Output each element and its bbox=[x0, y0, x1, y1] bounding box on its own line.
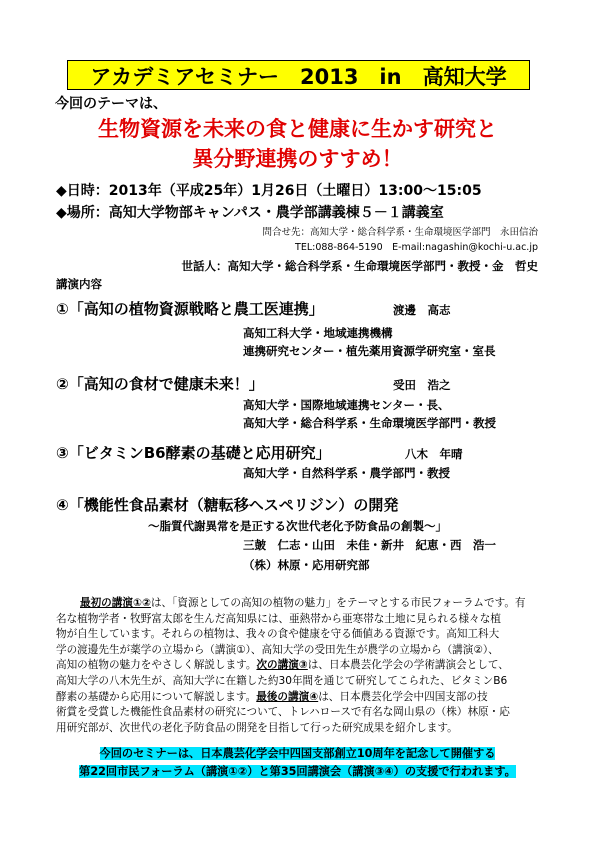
para-line-1: 最初の講演①②は、「資源としての高知の植物の魅力」をテーマとする市民フォーラムです。有 bbox=[80, 597, 526, 609]
para-line-9: 用研究部が、次世代の老化予防食品の開発を目指して行った研究成果を紹介します。 bbox=[56, 721, 458, 734]
lecture-1-affil-1: 高知工科大学・地域連携機構 bbox=[243, 326, 393, 340]
footer-line-1: 今回のセミナーは、日本農芸化学会中四国支部創立10周年を記念して開催する bbox=[99, 747, 496, 760]
date-line: ◆日時：2013年（平成25年）1月26日（土曜日）13:00〜15:05 bbox=[56, 183, 482, 199]
para-line-7: 酵素の基礎から応用について解説します。最後の講演④は、日本農芸化学会中四国支部の技 bbox=[56, 690, 488, 703]
theme-line-1: 生物資源を未来の食と健康に生かす研究と bbox=[98, 117, 497, 141]
para-line-8: 術賞を受賞した機能性食品素材の研究について、トレハロースで有名な岡山県の（株）林原・応 bbox=[56, 706, 510, 719]
para-line-4: 学の渡邊先生が薬学の立場から（講演①）、高知大学の受田先生が農学の立場から（講演②）、 bbox=[56, 643, 499, 656]
lecture-3-affil-1: 高知大学・自然科学系・農学部門・教授 bbox=[243, 466, 450, 480]
program-label: 講演内容 bbox=[56, 277, 102, 291]
lecture-4-speaker: 三皷 仁志・山田 未佳・新井 紀恵・西 浩一 bbox=[243, 538, 496, 552]
para-line-6: 高知大学の八木先生が、高知大学に在籍した約30年間を通じて研究してこられた、ビタミンB6 bbox=[56, 674, 508, 687]
lecture-3-speaker: 八木 年晴 bbox=[405, 447, 463, 461]
organizer-line: 世話人：高知大学・総合科学系・生命環境医学部門・教授・金 哲史 bbox=[181, 259, 538, 273]
contact-line-2: TEL:088-864-5190 E-mail:nagashin@kochi-u.ac.jp bbox=[295, 242, 538, 253]
para-line-2: 名な植物学者・牧野富太郎を生んだ高知県には、亜熱帯から亜寒帯な土地に見られる様々な植 bbox=[56, 612, 501, 625]
lecture-4-subtitle: 〜脂質代謝異常を是正する次世代老化予防食品の創製〜」 bbox=[148, 519, 447, 533]
theme-line-2: 異分野連携のすすめ！ bbox=[192, 147, 403, 171]
paragraph bbox=[56, 596, 526, 736]
contact-line-1: 問合せ先：高知大学・総合科学系・生命環境医学部門 永田信治 bbox=[262, 227, 538, 238]
para-line-3: 物が自生しています。それらの植物は、我々の食や健康を守る価値ある資源です。高知工科大 bbox=[56, 628, 500, 641]
para-line-5: 高知の植物の魅力をやさしく解説します。次の講演③は、日本農芸化学会の学術講演会として、 bbox=[56, 659, 509, 672]
lecture-2-speaker: 受田 浩之 bbox=[393, 378, 451, 392]
lecture-2-title: ②「高知の食材で健康未来！」 bbox=[56, 375, 264, 393]
footer-line-2: 第22回市民フォーラム（講演①②）と第35回講演会（講演③④）の支援で行われます。 bbox=[79, 765, 516, 778]
theme-label: 今回のテーマは、 bbox=[55, 96, 167, 112]
seminar-title: アカデミアセミナー 2013 in 高知大学 bbox=[90, 65, 507, 89]
lecture-1-title: ①「高知の植物資源戦略と農工医連携」 bbox=[56, 300, 324, 318]
lecture-1-speaker: 渡邊 高志 bbox=[393, 303, 451, 317]
lecture-2-affil-2: 高知大学・総合科学系・生命環境医学部門・教授 bbox=[243, 416, 496, 430]
lecture-2-affil-1: 高知大学・国際地域連携センター・長、 bbox=[243, 398, 450, 412]
lecture-4-title: ④「機能性食品素材（糖転移ヘスペリジン）の開発 bbox=[56, 496, 399, 514]
place-line: ◆場所：高知大学物部キャンパス・農学部講義棟５－１講義室 bbox=[56, 205, 444, 221]
lecture-4-affil-1: （株）林原・応用研究部 bbox=[243, 558, 370, 572]
lecture-1-affil-2: 連携研究センター・植先薬用資源学研究室・室長 bbox=[243, 344, 496, 358]
lecture-3-title: ③「ビタミンB6酵素の基礎と応用研究」 bbox=[56, 444, 331, 462]
